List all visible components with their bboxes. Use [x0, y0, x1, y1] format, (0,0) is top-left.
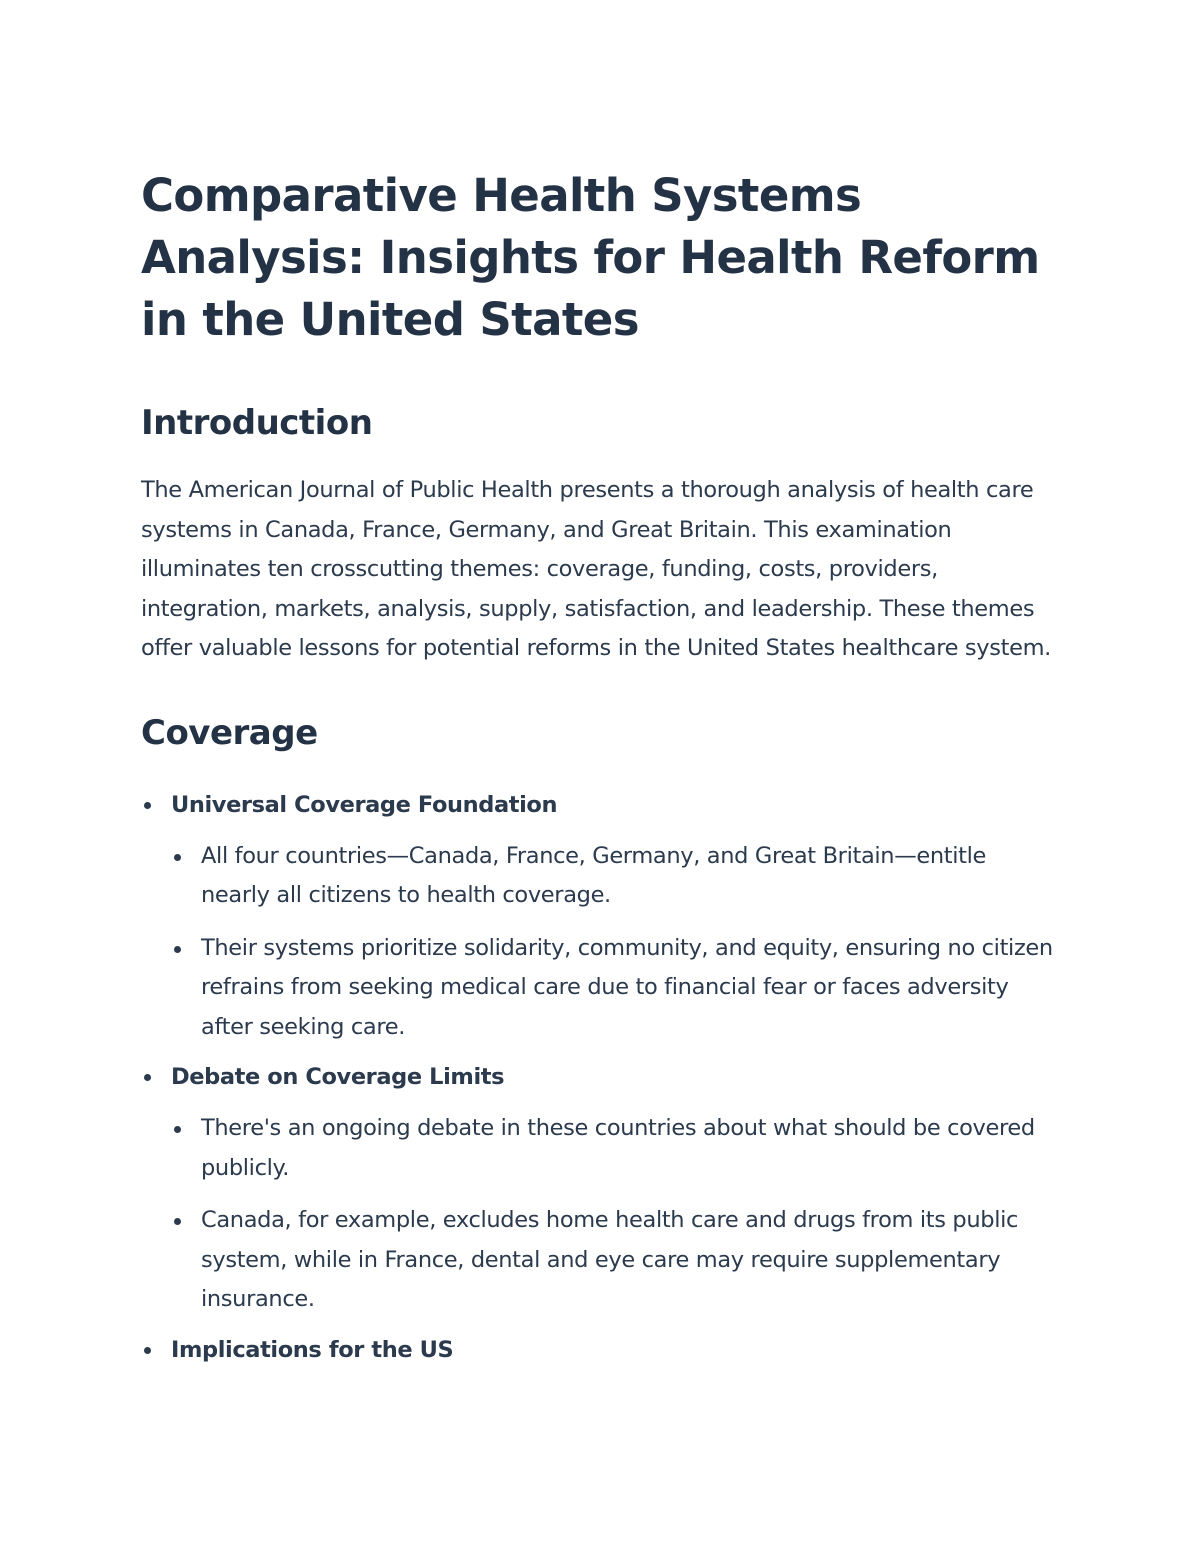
bullet-icon: [174, 854, 181, 861]
sub-list-item-text: There's an ongoing debate in these countries about what should be covered publicly.: [201, 1115, 1035, 1181]
sub-list-item: [171, 1109, 1061, 1188]
sub-list: [171, 837, 1061, 1048]
section-heading-coverage: Coverage: [141, 712, 318, 753]
sub-list-item: [171, 1201, 1061, 1320]
coverage-list: [141, 785, 1061, 1370]
introduction-paragraph: The American Journal of Public Health presents a thorough analysis of health care systems in Canada, France, Germany, and Great Britain. This examination illuminates ten crosscutting themes: coverage, funding, costs, providers, integration, markets, analysis, supply, satisfaction, and leadership. These themes offer valuable lessons for potential reforms in the United States healthcare system.: [141, 477, 1051, 661]
list-item-label: Debate on Coverage Limits: [171, 1064, 505, 1090]
bullet-icon: [144, 1074, 151, 1081]
sub-list-item: [171, 837, 1061, 916]
sub-list-item-text: Their systems prioritize solidarity, community, and equity, ensuring no citizen refrains from seeking medical care due to financial fear or faces adversity after seeking care.: [201, 934, 1053, 1040]
list-item: [141, 785, 1061, 1048]
list-item-label: Implications for the US: [171, 1336, 454, 1363]
bullet-icon: [144, 1347, 151, 1354]
list-item-label: Universal Coverage Foundation: [171, 791, 558, 818]
sub-list-item-text: Canada, for example, excludes home health care and drugs from its public system, while in France, dental and eye care may require supplementary insurance.: [201, 1207, 1019, 1312]
sub-list-item-text: All four countries—Canada, France, Germany, and Great Britain—entitle nearly all citizens to health coverage.: [201, 842, 986, 908]
sub-list: [171, 1109, 1061, 1320]
bullet-icon: [174, 1126, 181, 1133]
document-title: Comparative Health Systems Analysis: Insights for Health Reform in the United States: [141, 169, 1040, 346]
list-item: [141, 1057, 1061, 1320]
list-item: [141, 1330, 1061, 1370]
bullet-icon: [174, 946, 181, 953]
section-heading-introduction: Introduction: [141, 403, 373, 443]
bullet-icon: [144, 802, 151, 809]
sub-list-item: [171, 929, 1061, 1048]
bullet-icon: [174, 1218, 181, 1225]
document-page: [141, 165, 1061, 1370]
